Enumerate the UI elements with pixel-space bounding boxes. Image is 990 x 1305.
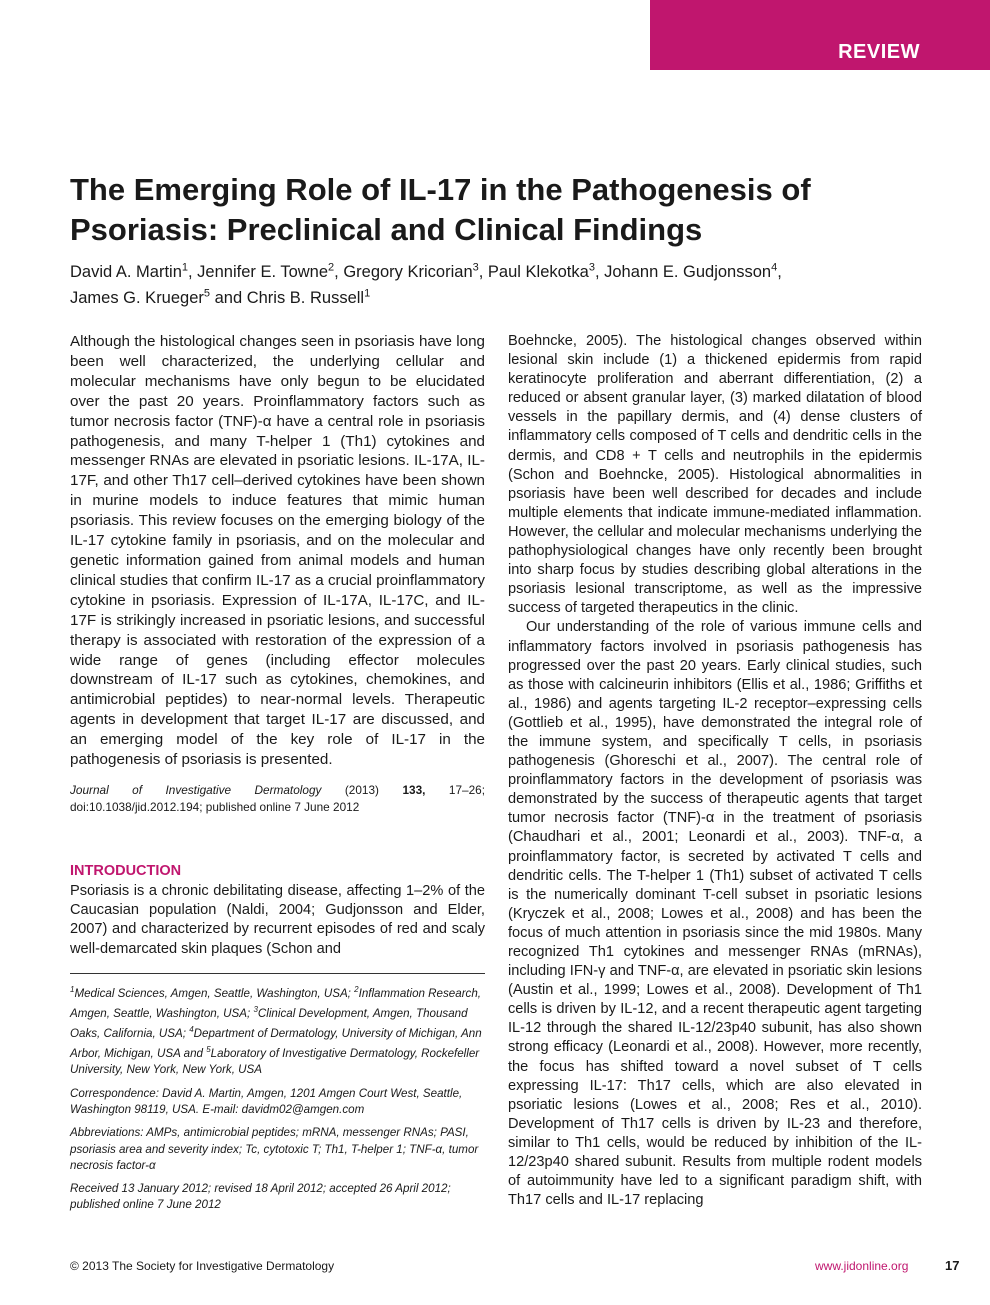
author-7[interactable]: Chris B. Russell$^1$ [246, 287, 371, 307]
citation: Journal of Investigative Dermatology (2013) 133, 17–26; doi:10.1038/jid.2012.194; published online 7 June 2012 [70, 782, 485, 814]
author-4[interactable]: Paul Klekotka$^3$, [487, 261, 605, 281]
footnote-divider [70, 973, 485, 974]
page-number: 17 [945, 1258, 960, 1273]
author-3[interactable]: Gregory Kricorian$^3$, [343, 261, 488, 281]
section-tag [650, 0, 990, 70]
abbreviations-footnote: Abbreviations: AMPs, antimicrobial peptides; mRNA, messenger RNAs; PASI, psoriasis area and severity index; Tc, cytotoxic T; Th1, T-helper 1; TNF-α, tumor necrosis factor-α [70, 1126, 479, 1172]
body-paragraph-1: Boehncke, 2005). The histological changes observed within lesional skin include (1) a thickened epidermis from rapid keratinocyte proliferation and aberrant differentiation, (2) a reduced or absent granular layer, (3) marked dilatation of blood vessels in the papillary dermis, and (4) dense clusters of inflammatory cells composed of T cells and dendritic cells in the dermis, and CD8 + T cells and neutrophils in the epidermis (Schon and Boehncke, 2005). Histological abnormalities in psoriasis have been well described for decades and include multiple elements that indicate immune-mediated inflammation. However, the cellular and molecular mechanisms underlying the pathophysiological changes have only recently been brought into sharp focus by studies describing global alterations in the psoriasis lesional transcriptome, as well as the impressive success of targeted therapeutics in the clinic. [508, 333, 922, 617]
footer-copyright: © 2013 The Society for Investigative Dermatology [70, 1259, 335, 1273]
dates-footnote: Received 13 January 2012; revised 18 April 2012; accepted 26 April 2012; published online 7 June 2012 [70, 1182, 451, 1212]
footer-journal-link[interactable]: www.jidonline.org [815, 1259, 909, 1273]
right-column [508, 332, 922, 1210]
article-title: The Emerging Role of IL-17 in the Pathogenesis of Psoriasis: Preclinical and Clinical Findings [70, 172, 811, 247]
section-tag-label: REVIEW [838, 41, 920, 63]
section-heading-introduction: INTRODUCTION [70, 862, 182, 879]
body-paragraph-2: Our understanding of the role of various immune cells and inflammatory factors involved in psoriasis pathogenesis has progressed over the past 20 years. Early clinical studies, such as those with calcineurin inhibitors (Ellis et al., 1986; Griffiths et al., 1986) and agents targeting IL-2 receptor–expressing cells (Gottlieb et al., 1995), have demonstrated the integral role of the immune system, and specifically T cells, in psoriasis pathogenesis (Ghoreschi et al., 2007). The central role of proinflammatory factors in the development of psoriasis was demonstrated by the success of therapeutic agents that target tumor necrosis factor (TNF)-α in the treatment of psoriasis (Chaudhari et al., 2001; Leonardi et al., 2003). TNF-α, a proinflammatory factor, is secreted by activated T cells and dendritic cells. The T-helper 1 (Th1) subset of activated T cells is the numerically dominant T-cell subset in psoriatic lesions (Kryczek et al., 2008; Lowes et al., 2008) and has been the focus of much attention in psoriasis since the mid 1980s. Many recognized Th1 cytokines and messenger RNAs (mRNAs), including IFN-γ and TNF-α, are elevated in psoriatic skin lesions (Austin et al., 1999; Lowes et al., 2008). Development of Th1 cells is driven by IL-12, and a recent therapeutic agent targeting IL-12 through the shared IL-12/23p40 subunit, has also shown strong efficacy (Leonardi et al., 2008). However, more recently, the focus has shifted toward a novel subset of T cells expressing IL-17: Th17 cells, which are also elevated in psoriatic lesions (Lowes et al., 2008; Res et al., 2010). Development of Th17 cells is driven by IL-23 and therefore, similar to Th1 cells, would be reduced by inhibition of the IL-12/23p40 shared subunit. Results from multiple rodent models of autoimmunity have led to a significant paradigm shift, with Th17 cells and IL-17 replacing [508, 619, 922, 1209]
author-6[interactable]: James G. Krueger$^5$ and [70, 287, 247, 307]
intro-paragraph: Psoriasis is a chronic debilitating disease, affecting 1–2% of the Caucasian population (Naldi, 2004; Gudjonsson and Elder, 2007) and characterized by recurrent episodes of red and scaly well-demarcated skin plaques (Schon and [70, 882, 485, 957]
affiliations-footnote: $^1$Medical Sciences, Amgen, Seattle, Washington, USA; $^2$Inflammation Research, Amgen, Seattle, Washington, USA; $^3$Clinical Development, Amgen, Thousand Oaks, California, USA; $^4$Department of Dermatology, University of Michigan, Ann Arbor, Michigan, USA and $^5$Laboratory of Investigative Dermatology, Rockefeller University, New York, New York, USA [70, 984, 482, 1077]
author-5[interactable]: Johann E. Gudjonsson$^4$, [604, 261, 782, 281]
author-2[interactable]: Jennifer E. Towne$^2$, [197, 261, 344, 281]
abstract: Although the histological changes seen in psoriasis have long been well characterized, the underlying cellular and molecular mechanisms have only begun to be elucidated over the past 20 years. Proinflammatory factors such as tumor necrosis factor (TNF)-α have a central role in psoriasis pathogenesis, and many T-helper 1 (Th1) cytokines and messenger RNAs are elevated in psoriatic lesions. IL-17A, IL-17F, and other Th17 cell–derived cytokines have been shown in murine models to induce features that mimic human psoriasis. This review focuses on the emerging biology of the IL-17 cytokine family in psoriasis, and on the molecular and genetic information gained from animal models and human clinical studies that confirm IL-17 as a crucial proinflammatory cytokine in psoriasis. Expression of IL-17A, IL-17C, and IL-17F is strikingly increased in psoriatic lesions, and successful therapy is associated with restoration of the expression of a wide range of genes (including effector molecules downstream of IL-17 such as cytokines, chemokines, and antimicrobial peptides) to near-normal levels. Therapeutic agents in development that target IL-17 are discussed, and an emerging model of the key role of IL-17 in the pathogenesis of psoriasis is presented. [70, 333, 485, 769]
author-1[interactable]: David A. Martin$^1$, [70, 261, 198, 281]
author-list [70, 256, 930, 309]
left-column [70, 332, 485, 1221]
correspondence-footnote: Correspondence: David A. Martin, Amgen, 1201 Amgen Court West, Seattle, Washington 98119, USA. E-mail: davidm02@amgen.com [70, 1086, 463, 1116]
